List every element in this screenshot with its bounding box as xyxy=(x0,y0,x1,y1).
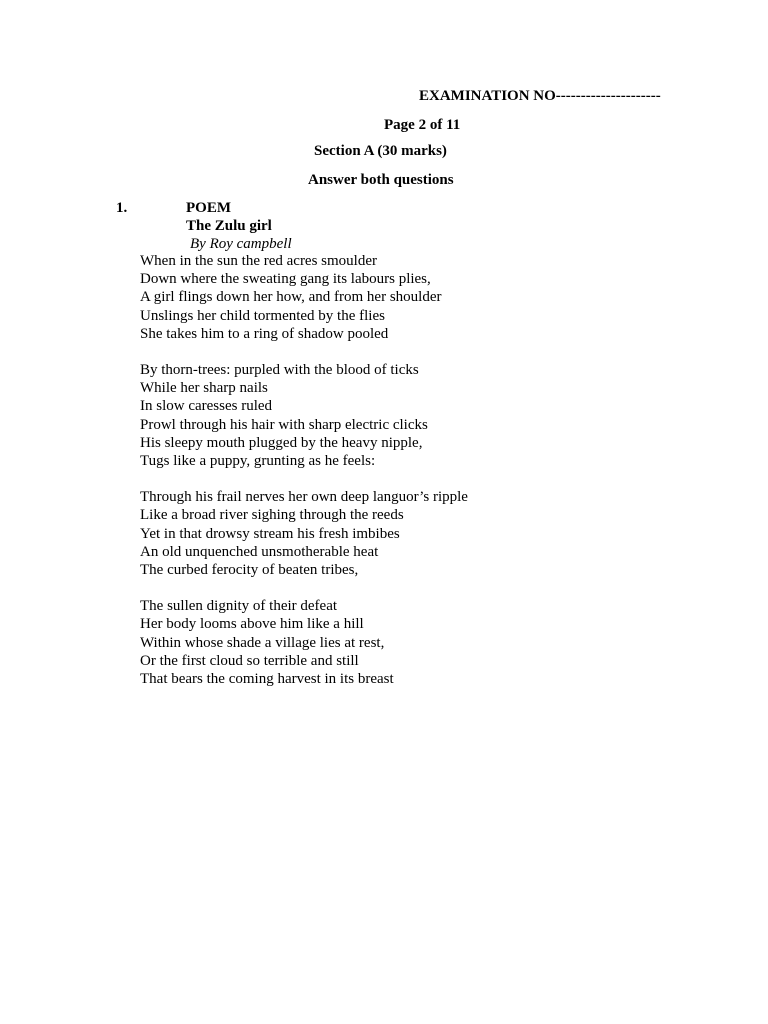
examination-number: EXAMINATION NO--------------------- xyxy=(419,88,661,104)
poem-author: By Roy campbell xyxy=(190,236,292,252)
verse-line: Down where the sweating gang its labours plies, xyxy=(140,271,431,288)
question-number: 1. xyxy=(116,200,128,216)
instruction-text: Answer both questions xyxy=(308,172,454,188)
question-label: POEM xyxy=(186,200,231,216)
verse-line: Within whose shade a village lies at rest, xyxy=(140,634,385,651)
verse-line: Unslings her child tormented by the flies xyxy=(140,307,385,324)
verse-line: Like a broad river sighing through the reeds xyxy=(140,507,404,524)
verse-line: Through his frail nerves her own deep languor’s ripple xyxy=(140,489,468,506)
verse-line: Tugs like a puppy, grunting as he feels: xyxy=(140,453,376,470)
poem-title: The Zulu girl xyxy=(186,218,272,234)
stanza-1 xyxy=(140,252,468,343)
verse-line: His sleepy mouth plugged by the heavy nipple, xyxy=(140,434,423,451)
verse-line: A girl flings down her how, and from her shoulder xyxy=(140,289,442,306)
verse-line: Her body looms above him like a hill xyxy=(140,616,364,633)
stanza-4 xyxy=(140,597,468,688)
poem-body xyxy=(140,252,468,706)
verse-line: She takes him to a ring of shadow pooled xyxy=(140,325,389,342)
verse-line: Prowl through his hair with sharp electric clicks xyxy=(140,416,428,433)
verse-line: That bears the coming harvest in its breast xyxy=(140,671,394,688)
verse-line: When in the sun the red acres smoulder xyxy=(140,253,378,269)
verse-line: Or the first cloud so terrible and still xyxy=(140,652,359,669)
verse-line: In slow caresses ruled xyxy=(140,398,273,415)
verse-line: While her sharp nails xyxy=(140,380,268,397)
verse-line: The curbed ferocity of beaten tribes, xyxy=(140,562,359,579)
verse-line: An old unquenched unsmotherable heat xyxy=(140,543,379,560)
section-title: Section A (30 marks) xyxy=(314,143,447,159)
page-number: Page 2 of 11 xyxy=(384,117,461,133)
verse-line: Yet in that drowsy stream his fresh imbibes xyxy=(140,525,400,542)
stanza-2 xyxy=(140,361,468,470)
stanza-3 xyxy=(140,488,468,579)
verse-line: By thorn-trees: purpled with the blood of ticks xyxy=(140,362,419,379)
verse-line: The sullen dignity of their defeat xyxy=(140,598,338,615)
